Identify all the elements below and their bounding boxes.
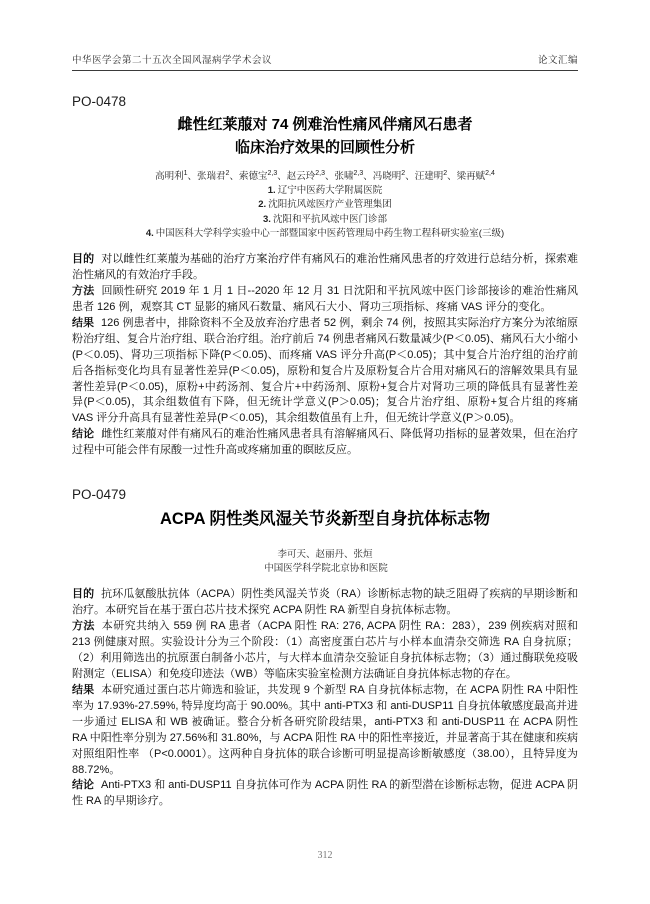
affiliation-number: 4. <box>145 227 154 239</box>
author-name: 赵丽丹 <box>315 548 344 560</box>
section-paragraph <box>72 316 578 428</box>
header-right-text: 论文汇编 <box>537 55 578 66</box>
affiliations <box>72 562 578 576</box>
section-text: 回顾性研究 2019 年 1 月 1 日--2020 年 12 月 31 日沈阳和平抗风竤中医门诊部接诊的难治性痛风患者 126 例，观察其 CT 显影的痛风石数量、痛风石大小、肾功三项指标、疼痛 VAS 评分的变化。 <box>72 284 578 313</box>
author-name: 冯晓明 <box>372 171 402 182</box>
author-name: 张瑞君 <box>197 171 226 182</box>
affiliation-number: 2. <box>258 199 267 211</box>
author <box>415 171 457 182</box>
abstract-title <box>72 507 578 532</box>
abstract-title-line: 临床治疗效果的回顾性分析 <box>234 138 415 156</box>
author <box>335 171 373 182</box>
section-label: 结果 <box>72 683 95 696</box>
section-text: 雌性红莱菔对伴有痛风石的难治性痛风患者具有溶解痛风石、降低肾功指标的显著效果，但在治疗过程中可能会伴有尿酸一过性升高或疼痛加重的瞑眩反应。 <box>72 428 579 457</box>
authors-line <box>72 168 578 182</box>
section-label: 目的 <box>72 588 95 601</box>
abstract-id: PO-0479 <box>72 487 127 503</box>
author-name: 梁再赋 <box>456 171 486 182</box>
page-content <box>72 94 578 838</box>
page-number: 312 <box>317 850 333 861</box>
author <box>315 549 353 560</box>
author-superscript: 2,3 <box>315 169 325 177</box>
section-text: 本研究共纳入 559 例 RA 患者（ACPA 阳性 RA: 276, ACPA 阴性 RA：283），239 例疾病对照和 213 例健康对照。实验设计分为三个阶段：（1）高密度蛋白芯片与小样本血清杂交筛选 RA 自身抗原；（2）利用筛选出的抗原蛋白制备小芯片，与大样本血清杂交验证自身抗体标志物；（3）通过酶联免疫吸附测定（ELISA）和免疫印迹法（WB）等临床实验室检测方法确证自身抗体标志物的存在。 <box>72 620 578 680</box>
author-name: 张烜 <box>353 548 373 560</box>
abstract-po-0478 <box>72 94 578 459</box>
author-name: 汪建明 <box>414 171 444 182</box>
affiliation-line <box>72 213 578 227</box>
abstract-title-line: 雌性红莱菔对 74 例难治性痛风伴痛风石患者 <box>177 116 473 133</box>
author-name: 李可天 <box>277 548 306 560</box>
section-text: Anti-PTX3 和 anti-DUSP11 自身抗体可作为 ACPA 阴性 RA 的新型潜在诊断标志物，促进 ACPA 阴性 RA 的早期诊疗。 <box>72 779 578 808</box>
section-text: 本研究通过蛋白芯片筛选和验证，共发现 9 个新型 RA 自身抗体标志物，在 ACPA 阴性 RA 中阳性率为 17.93%-27.59%, 特异度均高于 90.00%。其中 anti-PTX3 和 anti-DUSP11 自身抗体敏感度最高并进一步通过 ELISA 和 WB 被确证。整合分析各研究阶段结果，anti-PTX3 和 anti-DUSP11 在 ACPA 阴性 RA 中阳性率分别为 27.56%和 31.80%，与 ACPA 阳性 RA 中的阳性率接近，并显著高于其在健康和疾病对照组阳性率 （P<0.0001）。这两种自身抗体的联合诊断可明显提高诊断敏感度（38.00），且特异度为 88.72%。 <box>72 683 579 776</box>
abstract-title <box>72 114 578 159</box>
author-superscript: 2,3 <box>353 169 364 177</box>
header-divider <box>72 70 578 71</box>
section-paragraph <box>72 683 578 779</box>
author-superscript: 2 <box>225 169 230 177</box>
affiliation-text: 中国医学科学院北京协和医院 <box>264 562 388 574</box>
section-label: 方法 <box>72 284 95 297</box>
author-superscript: 2,4 <box>485 169 495 177</box>
affiliation-number: 3. <box>263 213 271 225</box>
section-paragraph <box>72 252 578 284</box>
author-superscript: 2 <box>443 169 448 177</box>
affiliation-text: 辽宁中医药大学附属医院 <box>277 185 383 196</box>
affiliation-number: 1. <box>267 185 276 196</box>
abstract-title-line: ACPA 阴性类风湿关节炎新型自身抗体标志物 <box>160 510 490 529</box>
section-paragraph <box>72 427 578 459</box>
section-paragraph <box>72 284 578 316</box>
header-left-text: 中华医学会第二十五次全国风湿病学学术会议 <box>72 55 273 66</box>
author-name: 高明利 <box>155 171 184 182</box>
running-header <box>72 52 578 66</box>
affiliation-text: 中国医科大学科学实验中心一部暨国家中医药管理局中药生物工程科研实验室(三级) <box>155 227 505 239</box>
abstract-sections <box>72 587 578 810</box>
abstract-po-0479 <box>72 487 578 810</box>
author <box>239 171 287 182</box>
author-name: 索德宝 <box>238 171 268 182</box>
author-superscript: 2,3 <box>267 169 278 177</box>
section-text: 对以雌性红莱菔为基础的治疗方案治疗伴有痛风石的难治性痛风患者的疗效进行总结分析，探索难治性痛风的有效治疗手段。 <box>72 253 579 281</box>
section-label: 结论 <box>72 779 95 792</box>
abstract-id: PO-0478 <box>72 94 127 109</box>
affiliation-text: 沈阳和平抗风竤中医门诊部 <box>272 213 387 225</box>
affiliation-line <box>72 198 578 212</box>
author-superscript: 1 <box>183 169 188 177</box>
authors-line <box>72 546 578 560</box>
section-label: 方法 <box>72 620 95 633</box>
author <box>354 549 373 560</box>
author-name: 张啸 <box>334 171 354 182</box>
author <box>287 171 335 182</box>
section-text: 抗环瓜氨酸肽抗体（ACPA）阴性类风湿关节炎（RA）诊断标志物的缺乏阻碍了疾病的早期诊断和治疗。本研究旨在基于蛋白芯片技术探究 ACPA 阴性 RA 新型自身抗体标志物。 <box>72 588 578 617</box>
author-superscript: 2 <box>401 169 406 177</box>
author <box>155 171 197 182</box>
affiliation-line <box>72 562 578 576</box>
section-paragraph <box>72 619 578 683</box>
affiliations <box>72 184 578 241</box>
affiliation-line <box>72 184 578 198</box>
author <box>457 171 495 182</box>
section-paragraph <box>72 587 578 619</box>
abstract-sections <box>72 252 578 459</box>
affiliation-line <box>72 227 578 241</box>
author <box>373 171 415 182</box>
section-text: 126 例患者中，排除资料不全及放弃治疗患者 52 例，剩余 74 例，按照其实际治疗方案分为浓缩原粉治疗组、复合片治疗组、联合治疗组。治疗前后 74 例患者痛风石数量减少(P＜0.05)、痛风石大小缩小(P＜0.05)、肾功三项指标下降(P＜0.05)、而疼痛 VAS 评分升高(P＜0.05)；其中复合片治疗组的治疗前后各指标变化均具有显著性差异(P＜0.05)，原粉和复合片及原粉复合片合用对痛风石的溶解效果具有显著性差异(P＜0.05)，原粉+中药汤剂、复合片+中药汤剂、原粉+复合片对肾功三项的降低具有显著性差异(P＜0.05)，其余组数值有下降，但无统计学意义(P＞0.05)；复合片治疗组、原粉+复合片组的疼痛 VAS 评分升高具有显著性差异(P＜0.05)，其余组数值虽有上升，但无统计学意义(P＞0.05)。 <box>72 316 578 425</box>
section-paragraph <box>72 778 578 810</box>
section-label: 结论 <box>72 428 95 441</box>
affiliation-text: 沈阳抗风竤医疗产业管理集团 <box>268 199 392 211</box>
section-label: 结果 <box>72 316 95 329</box>
author <box>277 549 315 560</box>
section-label: 目的 <box>72 253 95 265</box>
author-name: 赵云玲 <box>286 171 316 182</box>
author <box>197 171 239 182</box>
